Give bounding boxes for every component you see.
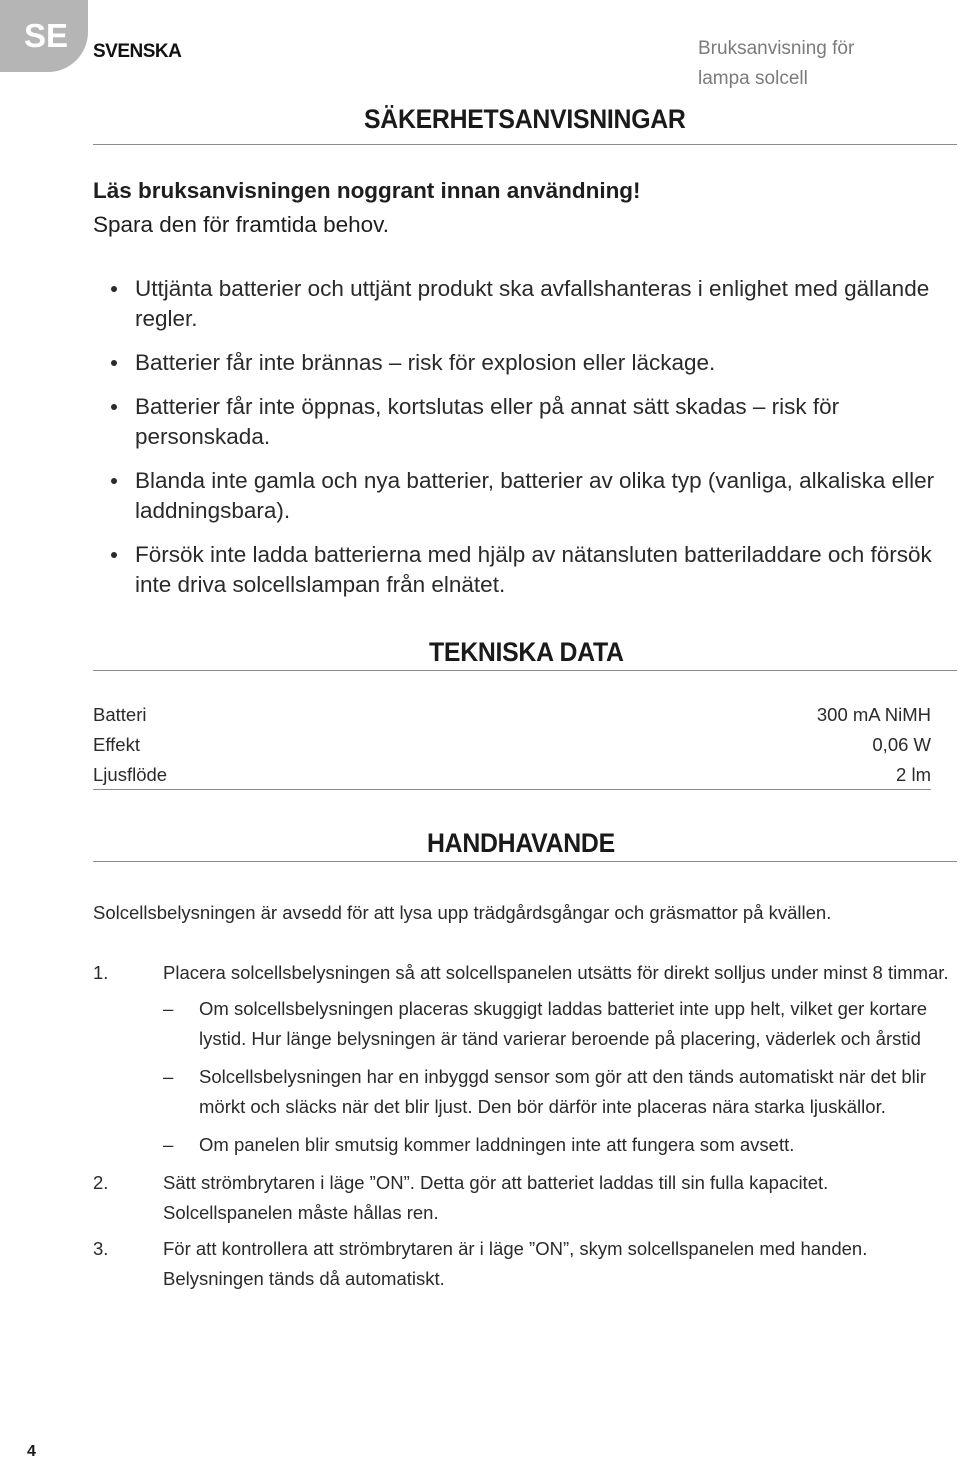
step-number: 1.	[93, 962, 109, 983]
handling-step	[93, 958, 958, 1160]
handling-step	[93, 1168, 958, 1228]
safety-bullet-list	[93, 274, 943, 614]
spec-value: 0,06 W	[872, 734, 931, 755]
bullet-dot-icon	[111, 404, 117, 410]
safety-intro	[93, 174, 641, 242]
step-sub-item: – Solcellsbelysningen har en inbyggd sensor som gör att den tänds automatiskt när det blir mörkt och släcks när det blir ljust. Den bör därför inte placeras nära starka ljuskällor.	[163, 1062, 958, 1122]
dash-marker: –	[163, 1134, 174, 1155]
safety-intro-normal: Spara den för framtida behov.	[93, 212, 390, 237]
step-sub-item: – Om panelen blir smutsig kommer laddningen inte att fungera som avsett.	[163, 1130, 958, 1160]
spec-table	[93, 700, 931, 790]
spec-label: Batteri	[93, 704, 147, 725]
document-title-line2: lampa solcell	[698, 68, 808, 89]
dash-marker: –	[163, 1066, 174, 1087]
step-sub-item: – Om solcellsbelysningen placeras skuggigt laddas batteriet inte upp helt, vilket ger kortare lystid. Hur länge belysningen är tänd varierar beroende på placering, väderlek och årstid	[163, 994, 958, 1054]
safety-bullet: Blanda inte gamla och nya batterier, batterier av olika typ (vanliga, alkaliska eller laddningsbara).	[93, 466, 943, 526]
tech-heading: TEKNISKA DATA	[429, 637, 624, 667]
spec-table-rule	[93, 789, 931, 790]
safety-bullet: Batterier får inte brännas – risk för explosion eller läckage.	[93, 348, 943, 378]
safety-intro-bold: Läs bruksanvisningen noggrant innan användning!	[93, 178, 641, 203]
dash-marker: –	[163, 998, 174, 1019]
safety-bullet: Uttjänta batterier och uttjänt produkt ska avfallshanteras i enlighet med gällande regler.	[93, 274, 943, 334]
handling-intro: Solcellsbelysningen är avsedd för att lysa upp trädgårdsgångar och gräsmattor på kvällen.	[93, 902, 832, 923]
spec-row	[93, 730, 931, 760]
spec-row	[93, 700, 931, 730]
spec-label: Effekt	[93, 734, 140, 755]
safety-bullet: Batterier får inte öppnas, kortslutas eller på annat sätt skadas – risk för personskada.	[93, 392, 943, 452]
language-name: SVENSKA	[93, 41, 182, 62]
safety-bullet: Försök inte ladda batterierna med hjälp av nätansluten batteriladdare och försök inte driva solcellslampan från elnätet.	[93, 540, 943, 600]
language-tab: SE	[0, 0, 88, 72]
spec-row	[93, 760, 931, 790]
page-number: 4	[27, 1443, 36, 1460]
spec-value: 2 lm	[896, 764, 931, 785]
tech-heading-rule	[93, 670, 957, 671]
bullet-dot-icon	[111, 478, 117, 484]
step-number: 2.	[93, 1172, 109, 1193]
bullet-dot-icon	[111, 360, 117, 366]
spec-label: Ljusflöde	[93, 764, 168, 785]
bullet-dot-icon	[111, 552, 117, 558]
step-text: För att kontrollera att strömbrytaren är i läge ”ON”, skym solcellspanelen med handen. Belysningen tänds då automatiskt.	[163, 1238, 868, 1289]
spec-value: 300 mA NiMH	[816, 704, 931, 725]
step-sub-list	[163, 994, 958, 1160]
safety-heading: SÄKERHETSANVISNINGAR	[364, 104, 686, 134]
step-text: Placera solcellsbelysningen så att solcellspanelen utsätts för direkt solljus under minst 8 timmar.	[163, 962, 949, 983]
step-text: Sätt strömbrytaren i läge ”ON”. Detta gör att batteriet laddas till sin fulla kapacitet. Solcellspanelen måste hållas ren.	[163, 1172, 829, 1223]
handling-step	[93, 1234, 958, 1294]
handling-steps	[93, 958, 958, 1300]
step-number: 3.	[93, 1238, 109, 1259]
handling-heading-rule	[93, 861, 957, 862]
document-title-line1: Bruksanvisning för	[698, 38, 855, 59]
safety-heading-rule	[93, 144, 957, 145]
bullet-dot-icon	[111, 286, 117, 292]
handling-heading: HANDHAVANDE	[427, 828, 615, 858]
document-title	[698, 34, 938, 94]
